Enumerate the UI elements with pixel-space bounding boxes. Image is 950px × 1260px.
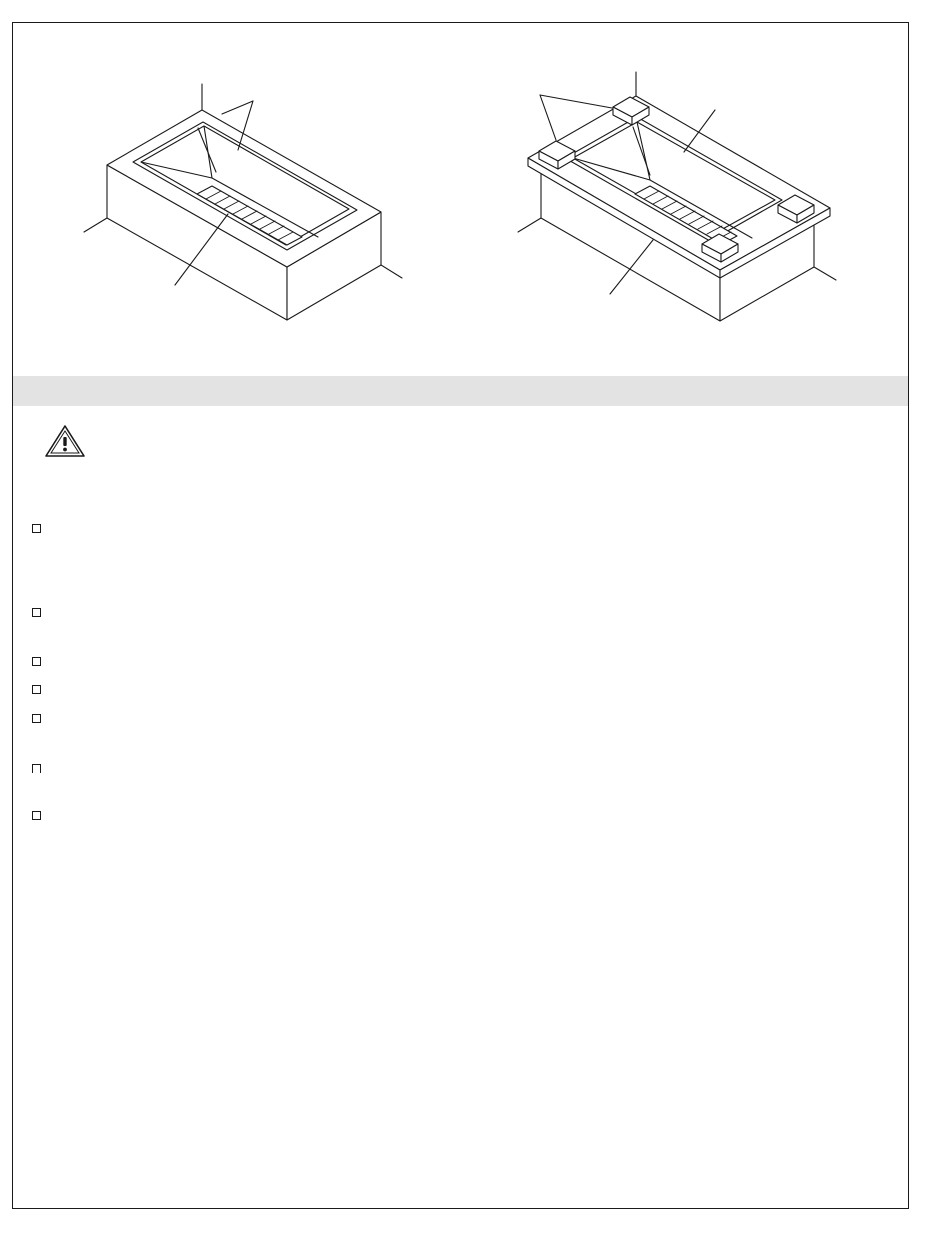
checklist-checkbox[interactable] (32, 685, 41, 694)
checklist-checkbox[interactable] (32, 764, 41, 773)
checklist-checkbox[interactable] (32, 657, 41, 666)
checklist-checkbox[interactable] (32, 524, 41, 533)
warning-triangle-icon (44, 424, 86, 458)
checklist-checkbox[interactable] (32, 608, 41, 617)
installation-illustrations (0, 0, 950, 370)
bath-with-spacer-blocks-figure (518, 72, 836, 321)
section-header-band (13, 376, 908, 406)
checklist-checkbox[interactable] (32, 714, 41, 723)
bath-in-box-figure (84, 84, 402, 320)
checklist-checkbox[interactable] (32, 811, 41, 820)
